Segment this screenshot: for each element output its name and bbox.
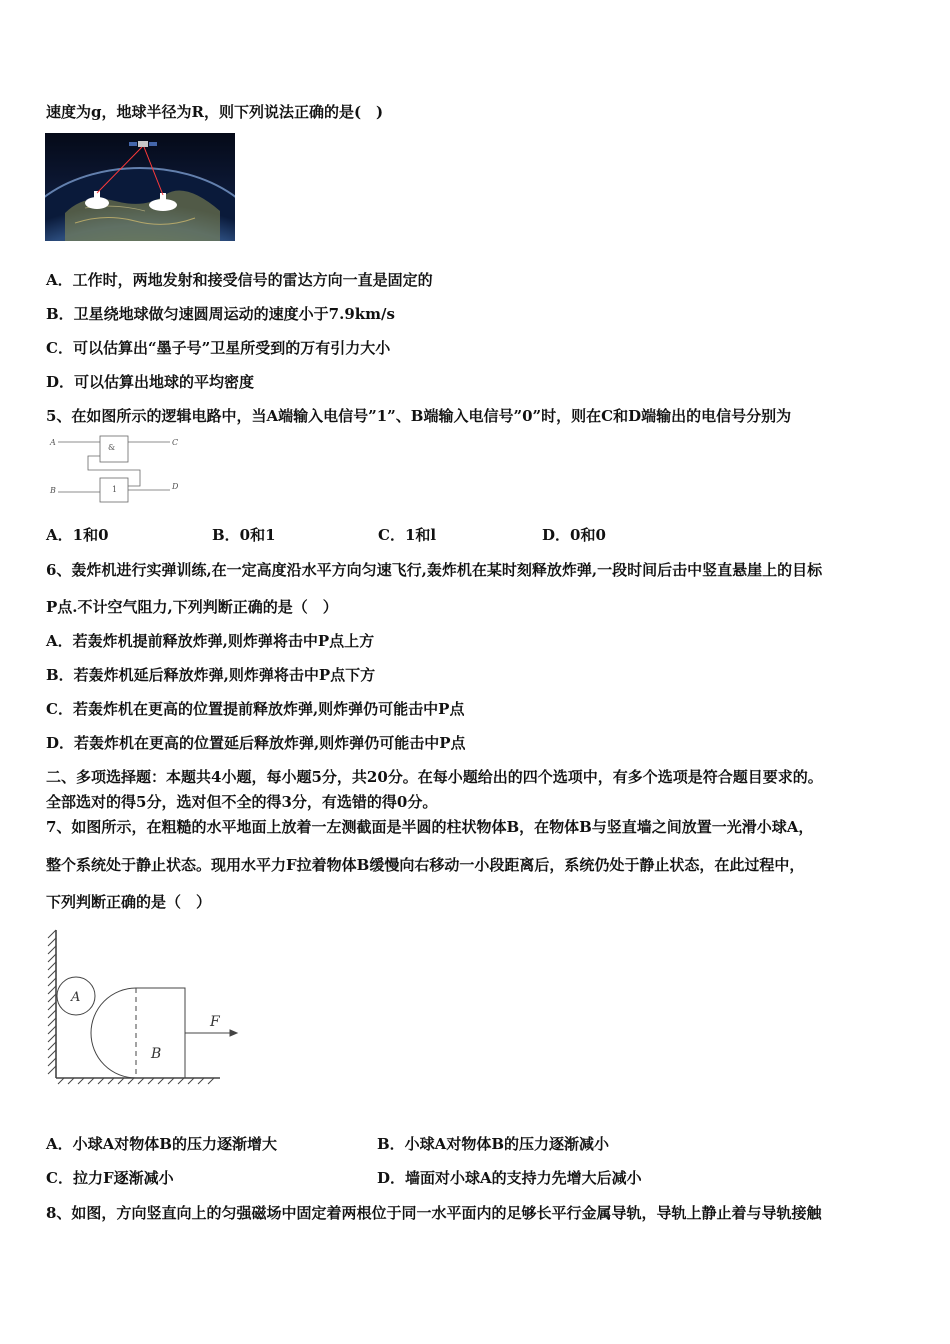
satellite-earth-image (45, 133, 235, 241)
block-label: B (151, 1046, 162, 1062)
q4-stem-tail: 速度为g，地球半径为R，则下列说法正确的是( ) (46, 103, 384, 121)
q5-option-b: B．0和1 (212, 526, 276, 544)
section2-heading-line2: 全部选对的得5分，选对但不全的得3分，有选错的得0分。 (46, 793, 438, 811)
block-b (91, 988, 185, 1078)
and-gate-symbol: & (108, 443, 116, 452)
q7-stem-line2: 整个系统处于静止状态。现用水平力F拉着物体B缓慢向右移动一小段距离后，系统仍处于静止状态，在此过程中， (46, 856, 805, 874)
circuit-label-b: B (50, 486, 56, 495)
q5-option-d: D．0和0 (542, 526, 606, 544)
q7-option-d: D．墙面对小球A的支持力先增大后减小 (377, 1169, 642, 1187)
q7-option-c: C．拉力F逐渐减小 (46, 1169, 174, 1187)
force-label: F (210, 1014, 220, 1030)
circuit-label-a: A (50, 438, 56, 447)
ball-label: A (71, 990, 81, 1005)
q8-stem-line1: 8、如图，方向竖直向上的匀强磁场中固定着两根位于同一水平面内的足够长平行金属导轨，导轨上静止着与导轨接触 (46, 1204, 822, 1222)
logic-circuit-diagram (48, 434, 188, 510)
q6-option-d: D．若轰炸机在更高的位置延后释放炸弹,则炸弹仍可能击中P点 (46, 734, 466, 752)
q4-option-a: A．工作时，两地发射和接受信号的雷达方向一直是固定的 (46, 271, 433, 289)
q7-stem-line3: 下列判断正确的是（ ） (46, 893, 212, 911)
q5-option-a: A．1和0 (46, 526, 109, 544)
q6-option-a: A．若轰炸机提前释放炸弹,则炸弹将击中P点上方 (46, 632, 375, 650)
or-gate-symbol: 1 (112, 485, 118, 494)
circuit-label-d: D (172, 482, 179, 491)
q6-option-b: B．若轰炸机延后释放炸弹,则炸弹将击中P点下方 (46, 666, 376, 684)
q6-option-c: C．若轰炸机在更高的位置提前释放炸弹,则炸弹仍可能击中P点 (46, 700, 465, 718)
q4-option-c: C．可以估算出“墨子号”卫星所受到的万有引力大小 (46, 339, 391, 357)
q4-option-d: D．可以估算出地球的平均密度 (46, 373, 255, 391)
q7-option-a: A．小球A对物体B的压力逐渐增大 (46, 1135, 277, 1153)
section2-heading-line1: 二、多项选择题：本题共4小题，每小题5分，共20分。在每小题给出的四个选项中，有多个选项是符合题目要求的。 (46, 768, 823, 786)
q6-stem-line1: 6、轰炸机进行实弹训练,在一定高度沿水平方向匀速飞行,轰炸机在某时刻释放炸弹,一段时间后击中竖直悬崖上的目标 (46, 561, 823, 579)
q5-stem: 5、在如图所示的逻辑电路中，当A端输入电信号”1”、B端输入电信号”0”时，则在C和D端输出的电信号分别为 (46, 407, 792, 425)
circuit-label-c: C (172, 438, 179, 447)
q7-option-b: B．小球A对物体B的压力逐渐减小 (377, 1135, 609, 1153)
q6-stem-line2: P点.不计空气阻力,下列判断正确的是（ ） (46, 598, 338, 616)
wall-ball-block-diagram (44, 926, 244, 1086)
q5-option-c: C．1和l (378, 526, 437, 544)
q7-stem-line1: 7、如图所示，在粗糙的水平地面上放着一左测截面是半圆的柱状物体B，在物体B与竖直墙之间放置一光滑小球A， (46, 818, 814, 836)
q4-option-b: B．卫星绕地球做匀速圆周运动的速度小于7.9km/s (46, 305, 395, 323)
